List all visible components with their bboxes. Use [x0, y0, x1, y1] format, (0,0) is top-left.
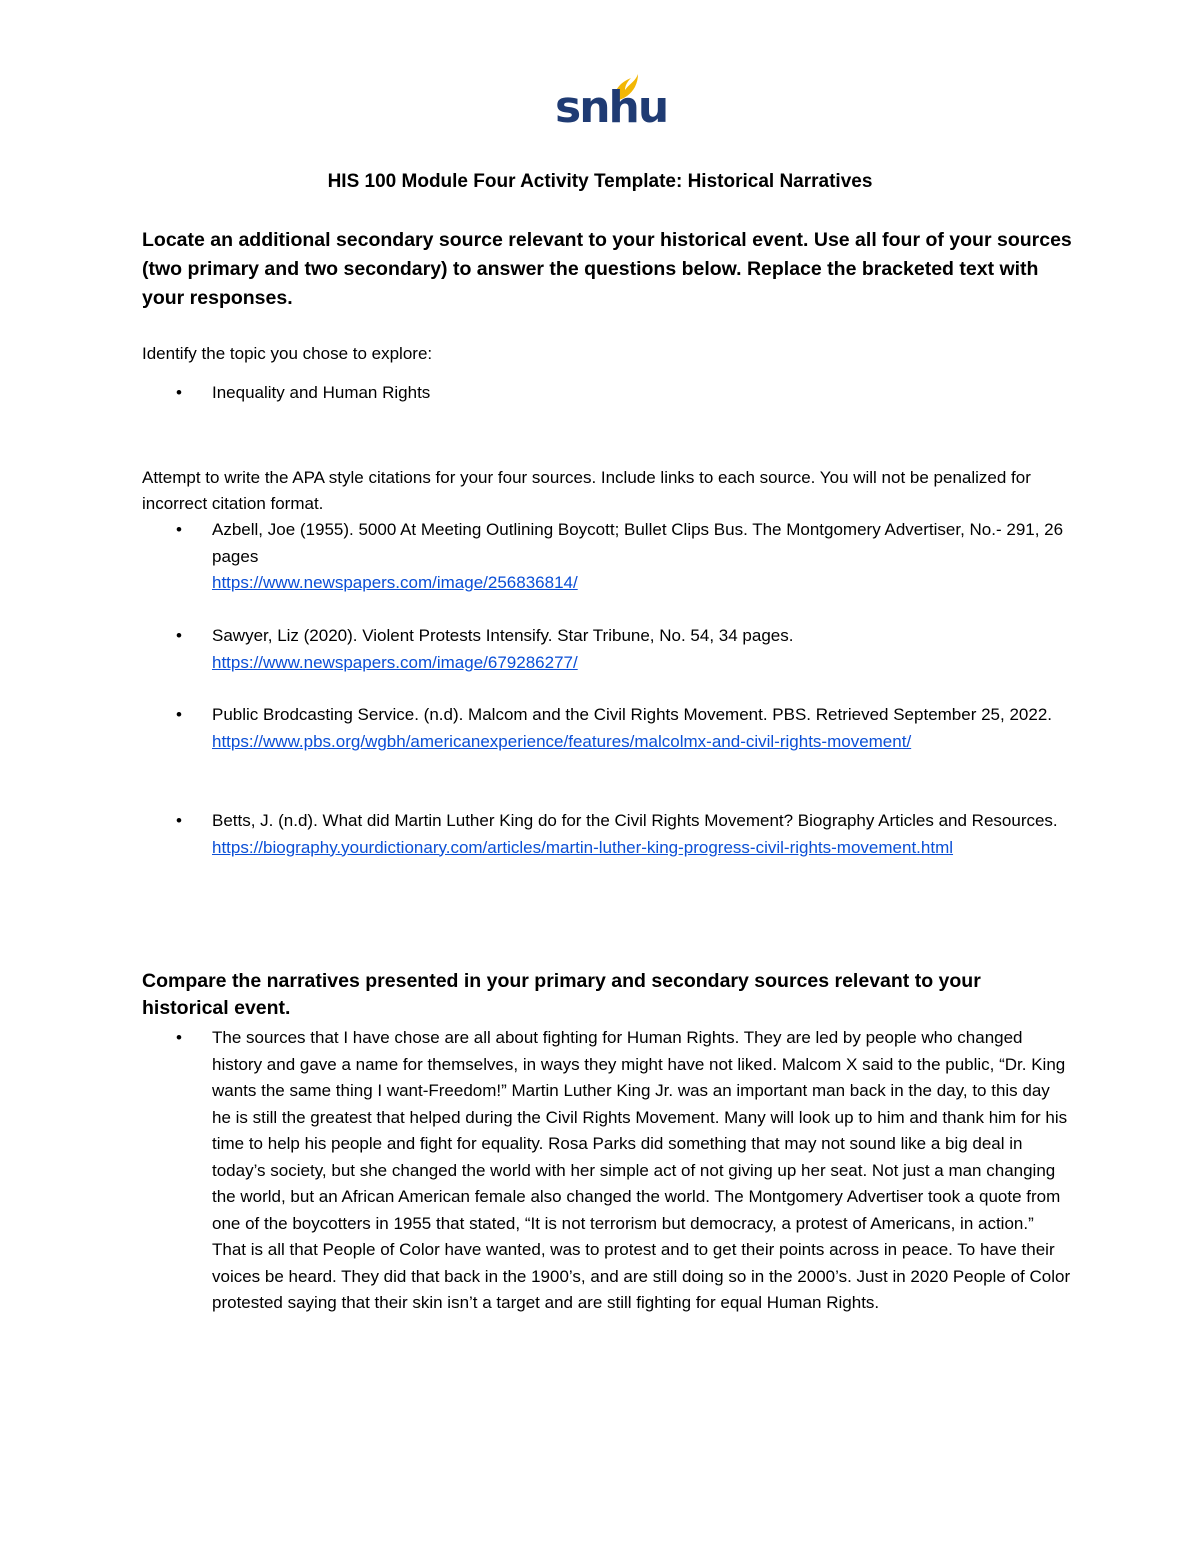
- citation-item: [142, 517, 1072, 597]
- citations-prompt: Attempt to write the APA style citations for your four sources. Include links to each source. You will not be penalized for incorrect citation format.: [142, 468, 1031, 513]
- citation-link[interactable]: https://www.pbs.org/wgbh/americanexperience/features/malcolmx-and-civil-rights-movement/: [212, 731, 912, 751]
- compare-answer: The sources that I have chose are all about fighting for Human Rights. They are led by people who changed history and gave a name for themselves, in ways they might have not liked. Malcom X said to the public, “Dr. King wants the same thing I want-Freedom!” Martin Luther King Jr. was an important man back in the day, to this day he is still the greatest that helped during the Civil Rights Movement. Many will look up to him and thank him for his time to help his people and fight for equality. Rosa Parks did something that may not sound like a big deal in today’s society, but she changed the world with her simple act of not giving up her seat. Not just a man changing the world, but an African American female also changed the world. The Montgomery Advertiser took a quote from one of the boycotters in 1955 that stated, “It is not terrorism but democracy, a protest of Americans, in action.” That is all that People of Color have wanted, was to protest and to get their points across in peace. To have their voices be heard. They did that back in the 1900’s, and are still doing so in the 2000’s. Just in 2020 People of Color protested saying that their skin isn’t a target and are still fighting for equal Human Rights.: [212, 1028, 1071, 1312]
- logo-wordmark: snhu: [555, 82, 668, 133]
- snhu-logo: [553, 72, 668, 133]
- topic-list: [142, 380, 1072, 407]
- topic-prompt: Identify the topic you chose to explore:: [142, 344, 433, 363]
- citation-text: Sawyer, Liz (2020). Violent Protests Intensify. Star Tribune, No. 54, 34 pages.: [212, 626, 794, 645]
- intro-instructions: Locate an additional secondary source relevant to your historical event. Use all four of your sources (two primary and two secondary) to answer the questions below. Replace the bracketed text with your responses.: [142, 229, 1072, 309]
- citation-list: [142, 808, 1072, 861]
- citation-text: Public Brodcasting Service. (n.d). Malcom and the Civil Rights Movement. PBS. Retrieved September 25, 2022.: [212, 705, 1052, 724]
- list-item: [142, 380, 1072, 407]
- document-title: HIS 100 Module Four Activity Template: Historical Narratives: [327, 171, 873, 192]
- compare-list: [142, 1025, 1072, 1317]
- citation-link[interactable]: https://biography.yourdictionary.com/articles/martin-luther-king-progress-civil-rights-movement.html: [212, 837, 954, 857]
- citation-item: [142, 702, 1072, 755]
- citation-text: Betts, J. (n.d). What did Martin Luther King do for the Civil Rights Movement? Biography Articles and Resources.: [212, 811, 1058, 830]
- bullet-icon: •: [176, 626, 182, 645]
- list-item: [142, 1025, 1072, 1317]
- bullet-icon: •: [176, 520, 182, 539]
- citation-list: [142, 517, 1072, 597]
- bullet-icon: •: [176, 383, 182, 402]
- citation-link[interactable]: https://www.newspapers.com/image/679286277/: [212, 652, 578, 672]
- bullet-icon: •: [176, 705, 182, 724]
- citation-list: [142, 702, 1072, 755]
- citation-item: [142, 808, 1072, 861]
- citation-list: [142, 623, 1072, 676]
- citation-link[interactable]: https://www.newspapers.com/image/256836814/: [212, 573, 578, 592]
- citation-item: [142, 623, 1072, 676]
- bullet-icon: •: [176, 811, 182, 830]
- citation-text: Azbell, Joe (1955). 5000 At Meeting Outlining Boycott; Bullet Clips Bus. The Montgomery Advertiser, No.- 291, 26 pages: [212, 520, 1064, 566]
- topic-answer: Inequality and Human Rights: [212, 383, 431, 402]
- compare-prompt: Compare the narratives presented in your primary and secondary sources relevant to your historical event.: [142, 970, 981, 1019]
- bullet-icon: •: [176, 1028, 182, 1047]
